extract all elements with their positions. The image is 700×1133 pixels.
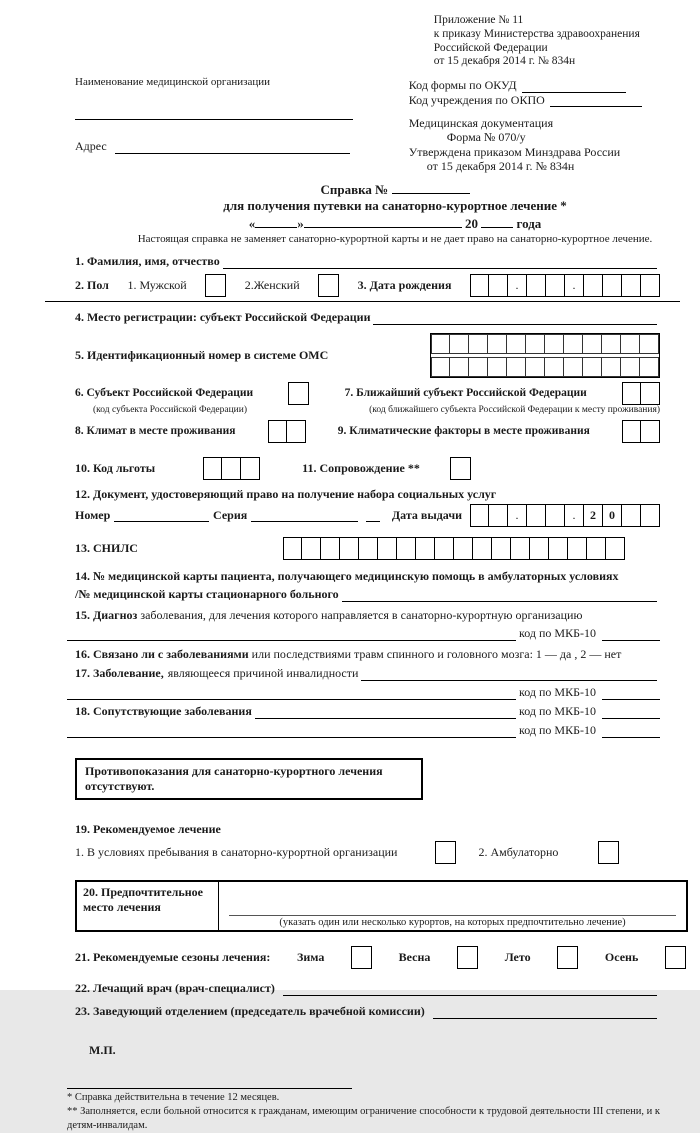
field-10-label: 10. Код льготы [75,460,156,475]
grid-cell [641,382,660,405]
grid-cell [241,457,260,480]
digit-cell [584,274,603,297]
snils-cells [283,537,625,560]
grid-cell [454,537,473,560]
field-2-male-label: 1. Мужской [127,277,187,292]
grid-cell [526,334,545,354]
field-14-blank [342,587,657,602]
contraindications-box: Противопоказания для санаторно-курортного лечения отсутствуют. [75,758,423,800]
grid-cell [450,334,469,354]
field-4-label: 4. Место регистрации: субъект Российской Федерации [75,309,371,324]
okud-label: Код формы по ОКУД [408,78,517,93]
grid-cell [602,334,621,354]
grid-cell [268,420,287,443]
field-7-caption: (код ближайшего субъекта Российской Федерации к месту проживания) [369,404,660,415]
season-winter-box [351,946,372,969]
grid-cell [321,537,340,560]
field-17-label-rest: являющееся причиной инвалидности [167,665,359,680]
stamp-placeholder: М.П. [89,1042,116,1057]
season-spring-box [457,946,478,969]
address-label: Адрес [75,139,107,153]
appendix-line: от 15 декабря 2014 г. № 834н [433,55,576,68]
field-7-label: 7. Ближайший субъект Российской Федерации [344,387,587,400]
field-18-blank [255,704,516,719]
field-15-blank [67,626,516,641]
grid-cell [602,357,621,377]
grid-cell [450,357,469,377]
field-6-caption: (код субъекта Российской Федерации) [93,404,247,415]
grid-cell [564,357,583,377]
digit-cell [546,274,565,297]
day-blank [255,214,297,228]
field-12-issue-date-label: Дата выдачи [391,507,462,522]
meddoc-line: Форма № 070/у [446,130,526,145]
field-23-label: 23. Заведующий отделением (председатель врачебной комиссии) [75,1003,425,1018]
field-6-code-box [288,382,309,405]
year-digit-cell: 0 [603,504,622,527]
grid-cell [488,334,507,354]
field-11-label: 11. Сопровождение ** [302,460,420,475]
certificate-note: Настоящая справка не заменяет санаторно-курортной карты и не дает право на санаторно-курортное лечение. [137,232,653,245]
field-18-code-label: код по МКБ-10 [519,703,596,718]
digit-cell [622,504,641,527]
field-1-blank [223,254,657,269]
grid-cell [473,537,492,560]
season-autumn-label: Осень [604,949,639,964]
field-17-blank-2 [67,685,516,700]
field-15-code-blank [602,627,660,641]
oms-grid-row [431,334,659,354]
org-name-blank [75,106,353,120]
digit-cell [489,504,508,527]
meddoc-line: Медицинская документация [408,115,554,130]
grid-cell [469,334,488,354]
field-17-code-label: код по МКБ-10 [519,684,596,699]
grid-cell [606,537,625,560]
field-14-label-line1: 14. № медицинской карты пациента, получающего медицинскую помощь в амбулаторных условиях [75,568,619,583]
grid-cell [431,357,450,377]
footnote-1: * Справка действительна в течение 12 месяцев. [67,1091,280,1103]
field-16-label-rest: или последствиями травм спинного и головного мозга: 1 — да , 2 — нет [251,646,622,661]
grid-cell [587,537,606,560]
digit-cell [603,274,622,297]
field-20-caption: (указать один или несколько курортов, на которых предпочтительно лечение) [279,916,626,928]
grid-cell [340,537,359,560]
field-8-cells [268,420,306,443]
month-blank [304,214,462,228]
field-15-code-label: код по МКБ-10 [519,625,596,640]
field-12-number-label: Номер [75,507,111,522]
grid-cell [203,457,222,480]
field-18-label: 18. Сопутствующие заболевания [75,703,252,718]
field-19-opt2-box [598,841,619,864]
field-11-box [450,457,471,480]
grid-cell [469,357,488,377]
female-checkbox [318,274,339,297]
year-blank [481,214,513,228]
field-20-label: 20. Предпочтительное место лечения [77,882,219,930]
field-18-code-label-2: код по МКБ-10 [519,722,596,737]
field-22-label: 22. Лечащий врач (врач-специалист) [75,980,275,995]
meddoc-line: Утверждена приказом Минздрава России [408,144,621,159]
field-17-blank [361,666,657,681]
field-20-value-cell [219,882,686,930]
dot-cell: . [565,274,584,297]
grid-cell [302,537,321,560]
certificate-title: Справка № [130,180,660,198]
field-12-number-blank [114,508,209,522]
field-17-label-bold: 17. Заболевание, [75,665,164,680]
digit-cell [622,274,641,297]
grid-cell [583,357,602,377]
field-12-series-blank [251,508,358,522]
dot-cell: . [508,274,527,297]
footnote-rule [67,1088,352,1089]
season-summer-label: Лето [504,949,531,964]
field-12-series-blank-2 [366,508,380,522]
field-21-label: 21. Рекомендуемые сезоны лечения: [75,949,271,964]
address-blank [115,140,350,154]
digit-cell [470,274,489,297]
field-8-label: 8. Климат в месте проживания [75,425,236,438]
field-19-label: 19. Рекомендуемое лечение [75,821,221,836]
appendix-line: к приказу Министерства здравоохранения [433,27,640,40]
grid-cell [287,420,306,443]
grid-cell [378,537,397,560]
field-9-label: 9. Климатические факторы в месте проживания [337,425,590,438]
field-3-label: 3. Дата рождения [357,277,452,292]
digit-cell [641,504,660,527]
field-10-cells [203,457,260,480]
grid-cell [488,357,507,377]
grid-cell [621,334,640,354]
field-22-blank [283,981,657,996]
grid-cell [526,357,545,377]
field-2-female-label: 2.Женский [244,277,300,292]
okud-blank [522,79,626,93]
year-digit-cell: 2 [584,504,603,527]
grid-cell [507,357,526,377]
grid-cell [640,357,659,377]
digit-cell [641,274,660,297]
field-15-label-rest: заболевания, для лечения которого направляется в санаторно-курортную организацию [140,607,583,622]
grid-cell [621,357,640,377]
certificate-subtitle: для получения путевки на санаторно-курортное лечение * [223,197,567,213]
grid-cell [530,537,549,560]
okpo-blank [550,93,642,107]
grid-cell [549,537,568,560]
grid-cell [416,537,435,560]
okpo-label: Код учреждения по ОКПО [408,92,545,107]
field-14-label-line2: /№ медицинской карты стационарного больного [75,586,339,601]
field-19-opt1-label: 1. В условиях пребывания в санаторно-курортной организации [75,844,398,859]
male-checkbox [205,274,226,297]
field-15-label-bold: 15. Диагноз [75,607,138,622]
digit-cell [527,274,546,297]
field-12-label: 12. Документ, удостоверяющий право на получение набора социальных услуг [75,486,497,501]
field-19-opt1-box [435,841,456,864]
field-2-label: 2. Пол [75,277,109,292]
field-12-series-label: Серия [213,507,248,522]
field-18-code-blank-2 [602,724,660,738]
grid-cell [431,334,450,354]
appendix-line: Приложение № 11 [433,14,524,26]
grid-cell [640,334,659,354]
grid-cell [492,537,511,560]
grid-cell [622,420,641,443]
field-13-label: 13. СНИЛС [75,540,138,555]
dot-cell: . [565,504,584,527]
header-right [409,14,660,174]
digit-cell [546,504,565,527]
certificate-date-line: « » 20 года [248,215,542,231]
digit-cell [527,504,546,527]
appendix-line: Российской Федерации [433,41,548,54]
dot-cell: . [508,504,527,527]
issue-date-cells [470,504,660,527]
oms-grid-row [431,357,659,377]
field-6-label: 6. Субъект Российской Федерации [75,387,254,400]
grid-cell [507,334,526,354]
grid-cell [568,537,587,560]
grid-cell [359,537,378,560]
grid-cell [435,537,454,560]
grid-cell [222,457,241,480]
grid-cell [641,420,660,443]
section-separator [45,301,680,302]
field-20-blank [229,915,676,916]
field-17-code-blank [602,686,660,700]
header [75,14,660,174]
field-18-blank-2 [67,723,516,738]
field-23-blank [433,1004,657,1019]
season-winter-label: Зима [297,949,325,964]
oms-grid [430,333,660,378]
field-1-label: 1. Фамилия, имя, отчество [75,253,220,268]
meddoc-line: от 15 декабря 2014 г. № 834н [426,159,575,174]
grid-cell [397,537,416,560]
certificate-number-blank [392,180,470,194]
field-9-cells [622,420,660,443]
field-4-blank [373,310,657,325]
grid-cell [564,334,583,354]
grid-cell [545,334,564,354]
digit-cell [489,274,508,297]
grid-cell [283,537,302,560]
season-summer-box [557,946,578,969]
season-autumn-box [665,946,686,969]
field-19-opt2-label: 2. Амбулаторно [478,844,559,859]
grid-cell [622,382,641,405]
field-20-table [75,880,688,932]
season-spring-label: Весна [398,949,431,964]
field-7-code-cells [622,382,660,405]
org-name-label: Наименование медицинской организации [75,76,270,88]
field-5-label: 5. Идентификационный номер в системе ОМС [75,347,329,362]
grid-cell [511,537,530,560]
digit-cell [470,504,489,527]
field-16-label-bold: 16. Связано ли с заболеваниями [75,646,249,661]
title-block [75,180,660,245]
birth-date-cells [470,274,660,297]
field-18-code-blank [602,705,660,719]
footnote-2: ** Заполняется, если больной относится к гражданам, имеющим ограничение способности к трудовой деятельности III степени, и к детям-инвалидам. [67,1105,660,1131]
header-left [75,14,409,174]
grid-cell [545,357,564,377]
grid-cell [583,334,602,354]
